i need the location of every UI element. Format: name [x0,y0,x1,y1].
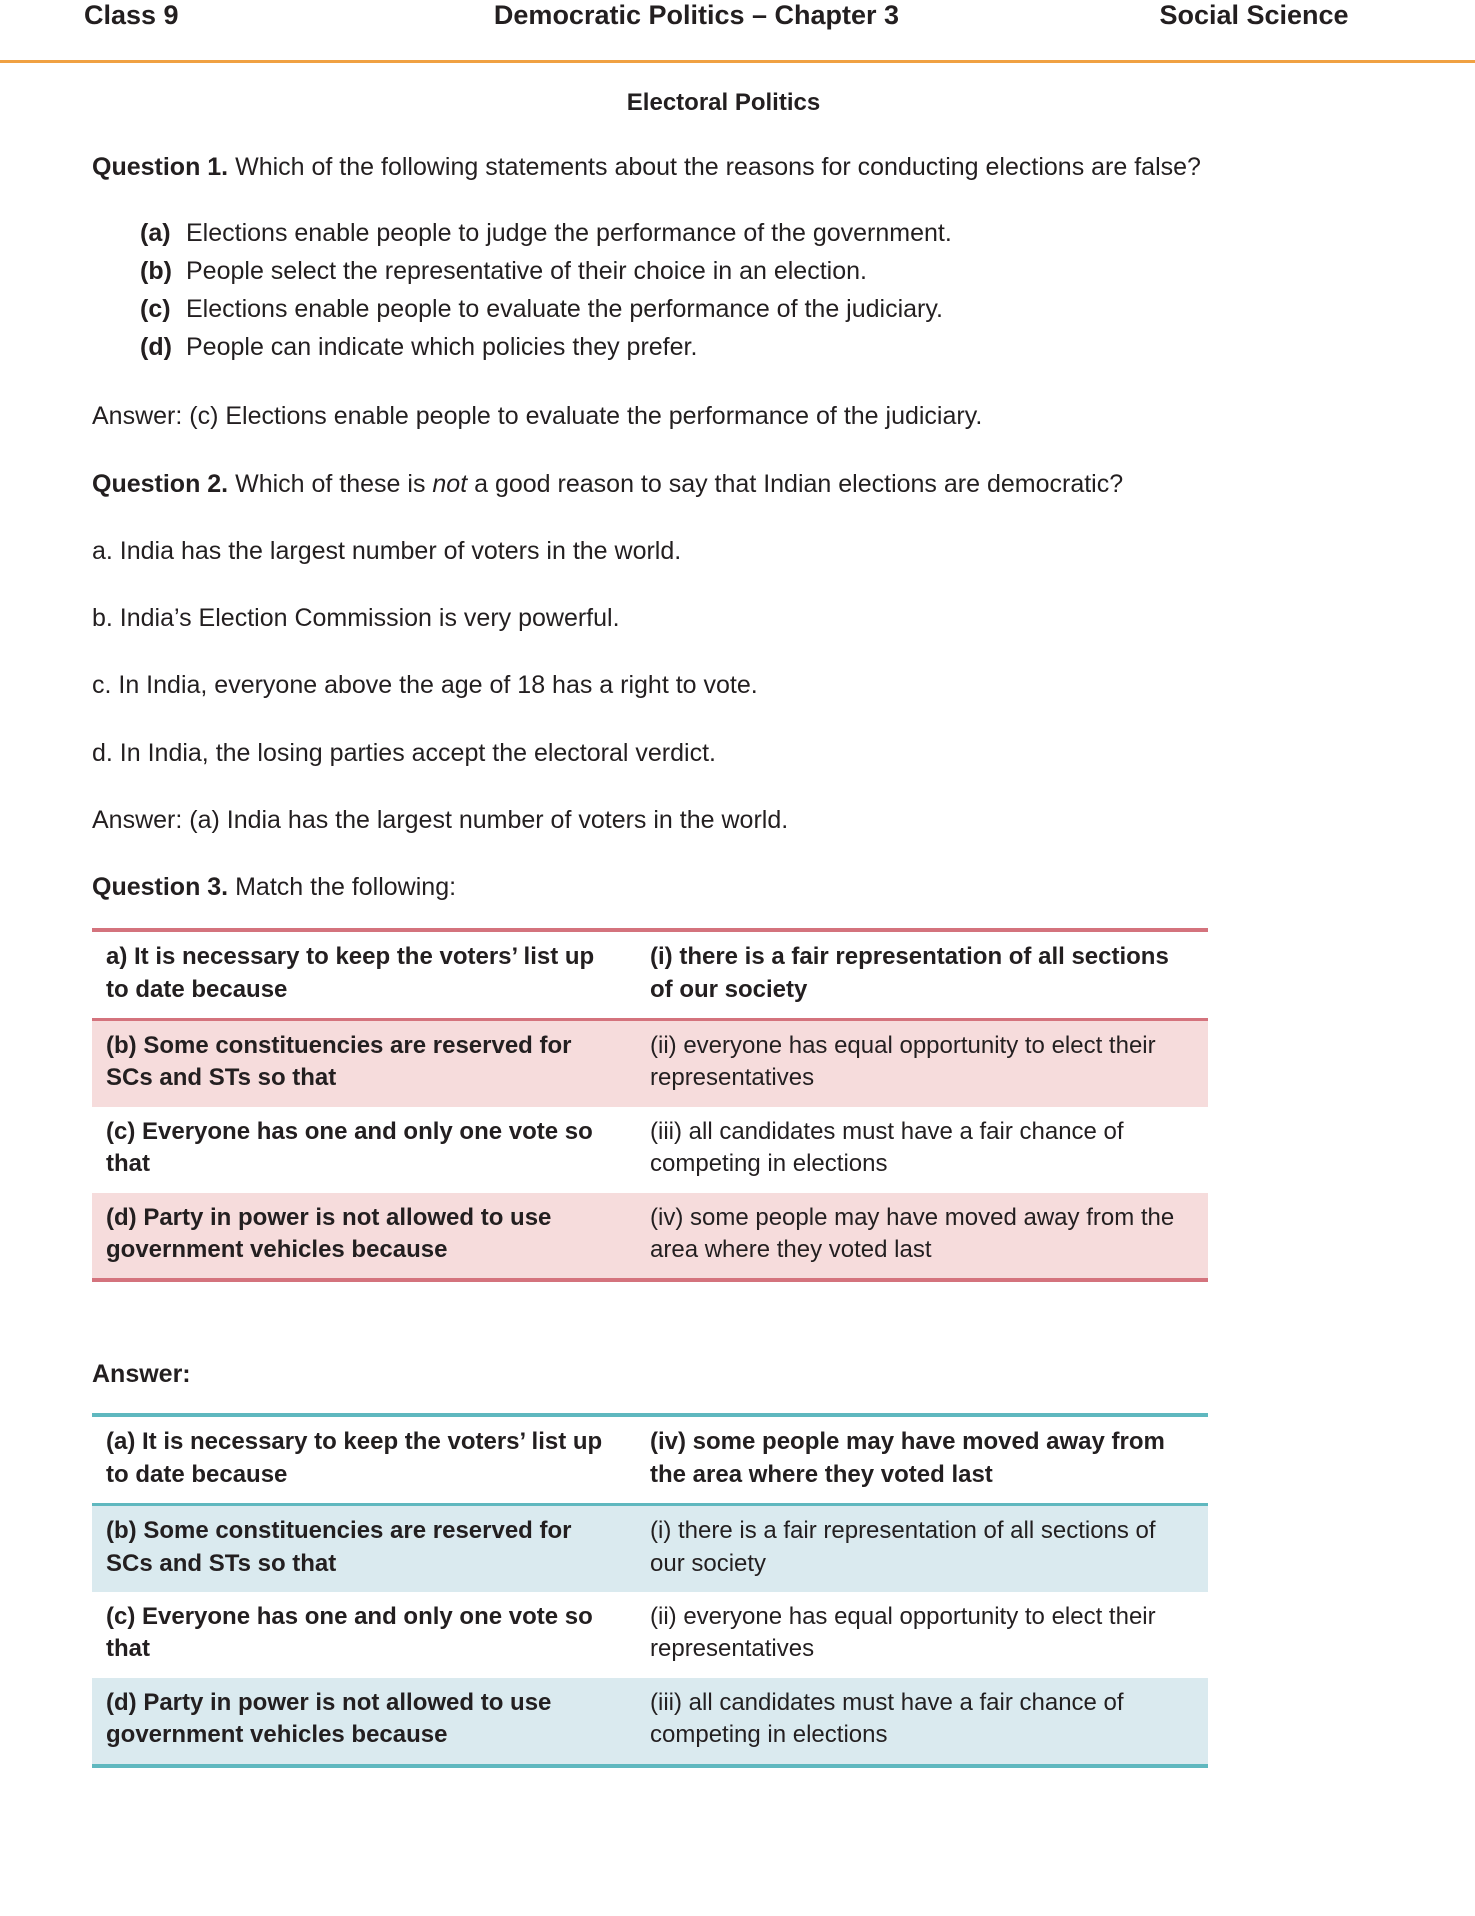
table-cell-left: (c) Everyone has one and only one vote so that [106,1117,593,1178]
document-body [0,89,1475,1768]
option-text: Elections enable people to judge the performance of the government. [186,219,952,248]
option-label: (d) [140,333,172,362]
table-row [92,930,1208,1019]
question-2-text-after: a good reason to say that Indian elections are democratic? [467,469,1124,498]
table-cell-right: (iii) all candidates must have a fair chance of competing in elections [636,1678,1208,1766]
header-chapter-title: Democratic Politics – Chapter 3 [493,0,900,30]
question-3-text: Match the following: [235,873,457,901]
table-row [92,1193,1208,1281]
question-1-prompt [92,151,1385,184]
question-1-text: Which of the following statements about the reasons for conducting elections are false? [235,153,1201,181]
question-3-label: Question 3. [92,873,229,901]
list-item [140,290,1385,328]
question-2-label: Question 2. [92,469,229,498]
question-2-italic-word: not [432,469,468,498]
question-1-answer: Answer: (c) Elections enable people to evaluate the performance of the judiciary. [92,402,983,431]
table-row [92,1415,1208,1504]
question-3-answer-label: Answer: [92,1360,191,1389]
question-2-option-d: d. In India, the losing parties accept the electoral verdict. [92,738,716,767]
table-row [92,1505,1208,1592]
option-label: (b) [140,257,172,286]
question-2-option-c: c. In India, everyone above the age of 18 has a right to vote. [92,671,758,700]
header-class-label: Class 9 [84,0,179,30]
option-label: (a) [140,219,171,248]
question-3-prompt [92,871,1385,904]
table-row [92,1592,1208,1678]
header-subject-label: Social Science [1159,0,1349,30]
list-item [140,252,1385,290]
list-item [140,328,1385,366]
question-2-option-a: a. India has the largest number of voters in the world. [92,536,682,565]
table-cell-right: (ii) everyone has equal opportunity to elect their representatives [636,1020,1208,1107]
table-cell-left: (d) Party in power is not allowed to use government vehicles because [92,1193,636,1281]
question-2-prompt [92,468,1385,501]
table-cell-left: (b) Some constituencies are reserved for SCs and STs so that [92,1505,636,1592]
header-divider [0,60,1475,63]
option-text: People select the representative of their choice in an election. [186,257,867,286]
table-cell-right: (iii) all candidates must have a fair chance of competing in elections [650,1117,1124,1178]
table-cell-right: (i) there is a fair representation of all sections of our society [636,930,1208,1019]
question-1-label: Question 1. [92,153,229,181]
table-cell-left: (b) Some constituencies are reserved for SCs and STs so that [92,1020,636,1107]
match-answer-table [92,1413,1208,1767]
table-cell-left: (a) It is necessary to keep the voters’ list up to date because [92,1415,636,1504]
question-2-answer: Answer: (a) India has the largest number of voters in the world. [92,805,789,834]
list-item [140,214,1385,252]
match-the-following-table [92,928,1208,1282]
table-row [92,1020,1208,1107]
question-2-text-before: Which of these is [235,469,433,498]
option-label: (c) [140,295,171,324]
page-header [0,0,1475,56]
question-1-options [92,214,1385,366]
table-cell-left: (d) Party in power is not allowed to use government vehicles because [92,1678,636,1766]
table-cell-right: (iv) some people may have moved away from the area where they voted last [636,1193,1208,1281]
option-text: People can indicate which policies they prefer. [186,333,698,362]
table-cell-left: a) It is necessary to keep the voters’ list up to date because [92,930,636,1019]
question-2-option-b: b. India’s Election Commission is very powerful. [92,604,620,632]
table-cell-right: (ii) everyone has equal opportunity to elect their representatives [650,1602,1156,1663]
table-row [92,1678,1208,1766]
table-cell-right: (i) there is a fair representation of all sections of our society [636,1505,1208,1592]
section-title: Electoral Politics [626,89,821,116]
table-cell-left: (c) Everyone has one and only one vote so that [106,1602,593,1663]
table-row [92,1107,1208,1193]
table-cell-right: (iv) some people may have moved away from the area where they voted last [636,1415,1208,1504]
option-text: Elections enable people to evaluate the performance of the judiciary. [186,295,943,324]
